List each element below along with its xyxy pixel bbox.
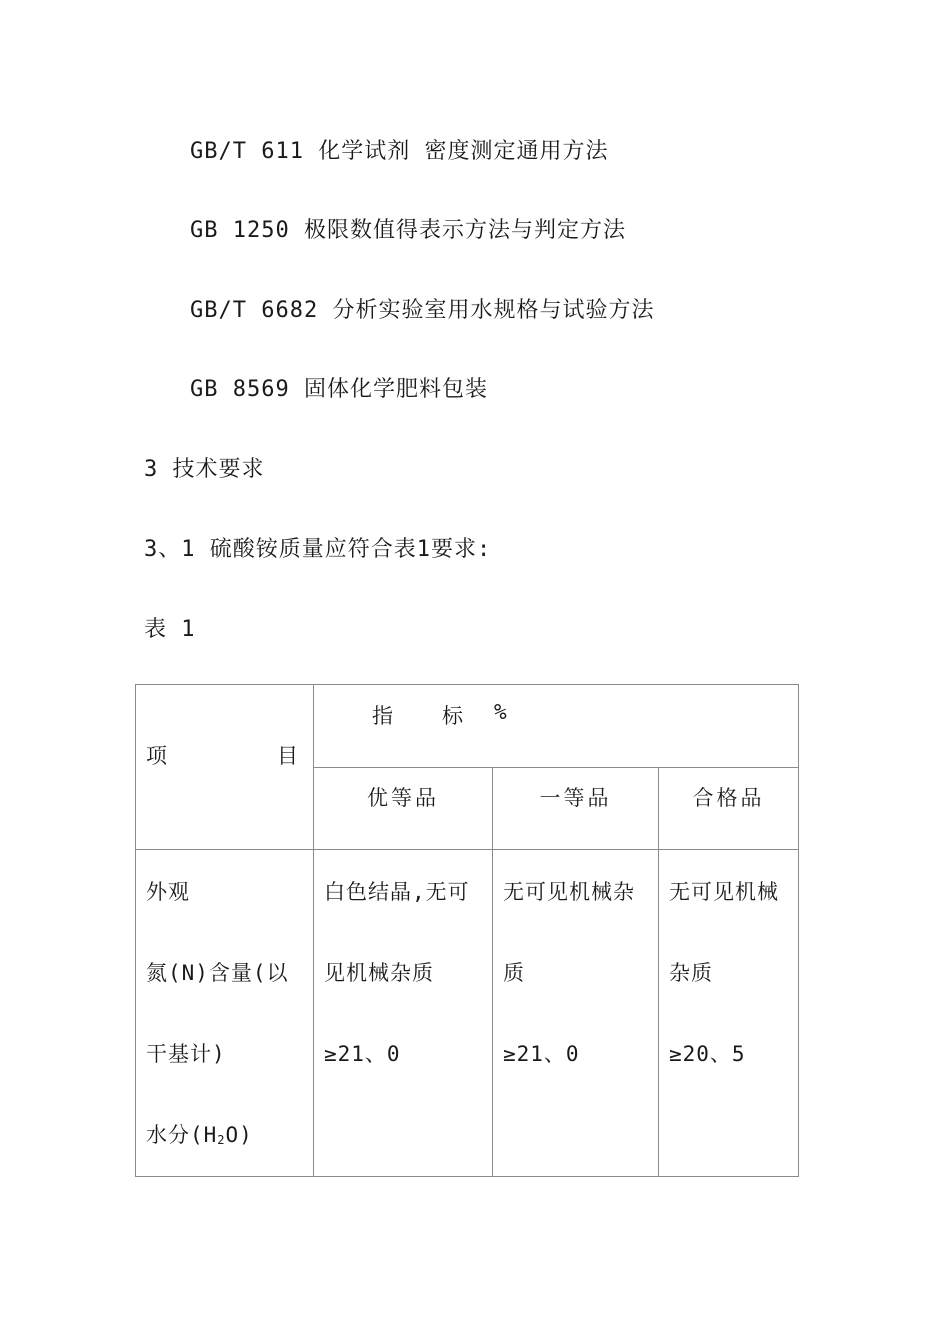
grade-qualified-header: 合格品 (659, 768, 799, 850)
item-nitrogen-line-1: 氮(N)含量(以 (146, 961, 289, 985)
reference-line-4: GB 8569 固体化学肥料包装 (190, 377, 488, 402)
qualified-appearance-line-1: 无可见机械 (669, 880, 779, 904)
qualified-nitrogen-value: ≥20、5 (669, 1042, 746, 1066)
item-water: 水分$(H_2O)$ (146, 1123, 253, 1147)
first-appearance-line-1: 无可见机械杂 (503, 880, 635, 904)
table-body-row (136, 850, 799, 1177)
first-values-cell (493, 850, 659, 1177)
section-heading: 3 技术要求 (144, 457, 265, 482)
item-appearance: 外观 (146, 880, 190, 904)
table-header-row (136, 685, 799, 768)
qualified-values-cell (659, 850, 799, 1177)
specification-table (135, 684, 799, 1177)
index-header-char-2: 标 (442, 704, 464, 728)
premium-nitrogen-value: ≥21、0 (324, 1042, 401, 1066)
reference-line-2: GB 1250 极限数值得表示方法与判定方法 (190, 218, 626, 243)
first-appearance-line-2: 质 (503, 961, 525, 985)
first-nitrogen-value: ≥21、0 (503, 1042, 580, 1066)
clause-text: 3、1 硫酸铵质量应符合表1要求: (144, 537, 492, 562)
item-nitrogen-line-2: 干基计) (146, 1042, 226, 1066)
table-caption: 表 1 (144, 617, 196, 642)
index-header-cell (314, 685, 799, 768)
premium-appearance-line-1: 白色结晶,无可 (324, 880, 470, 904)
grade-premium-header: 优等品 (314, 768, 493, 850)
grade-first-header: 一等品 (493, 768, 659, 850)
item-header-left: 项 (146, 744, 168, 768)
reference-line-3: GB/T 6682 分析实验室用水规格与试验方法 (190, 298, 655, 323)
premium-values-cell (314, 850, 493, 1177)
item-names-cell (136, 850, 314, 1177)
index-header-char-1: 指 (372, 704, 394, 728)
index-header-percent: % (494, 700, 508, 724)
item-header-cell (136, 685, 314, 850)
item-header-right: 目 (277, 744, 299, 768)
qualified-appearance-line-2: 杂质 (669, 961, 713, 985)
reference-line-1: GB/T 611 化学试剂 密度测定通用方法 (190, 139, 609, 164)
premium-appearance-line-2: 见机械杂质 (324, 961, 434, 985)
